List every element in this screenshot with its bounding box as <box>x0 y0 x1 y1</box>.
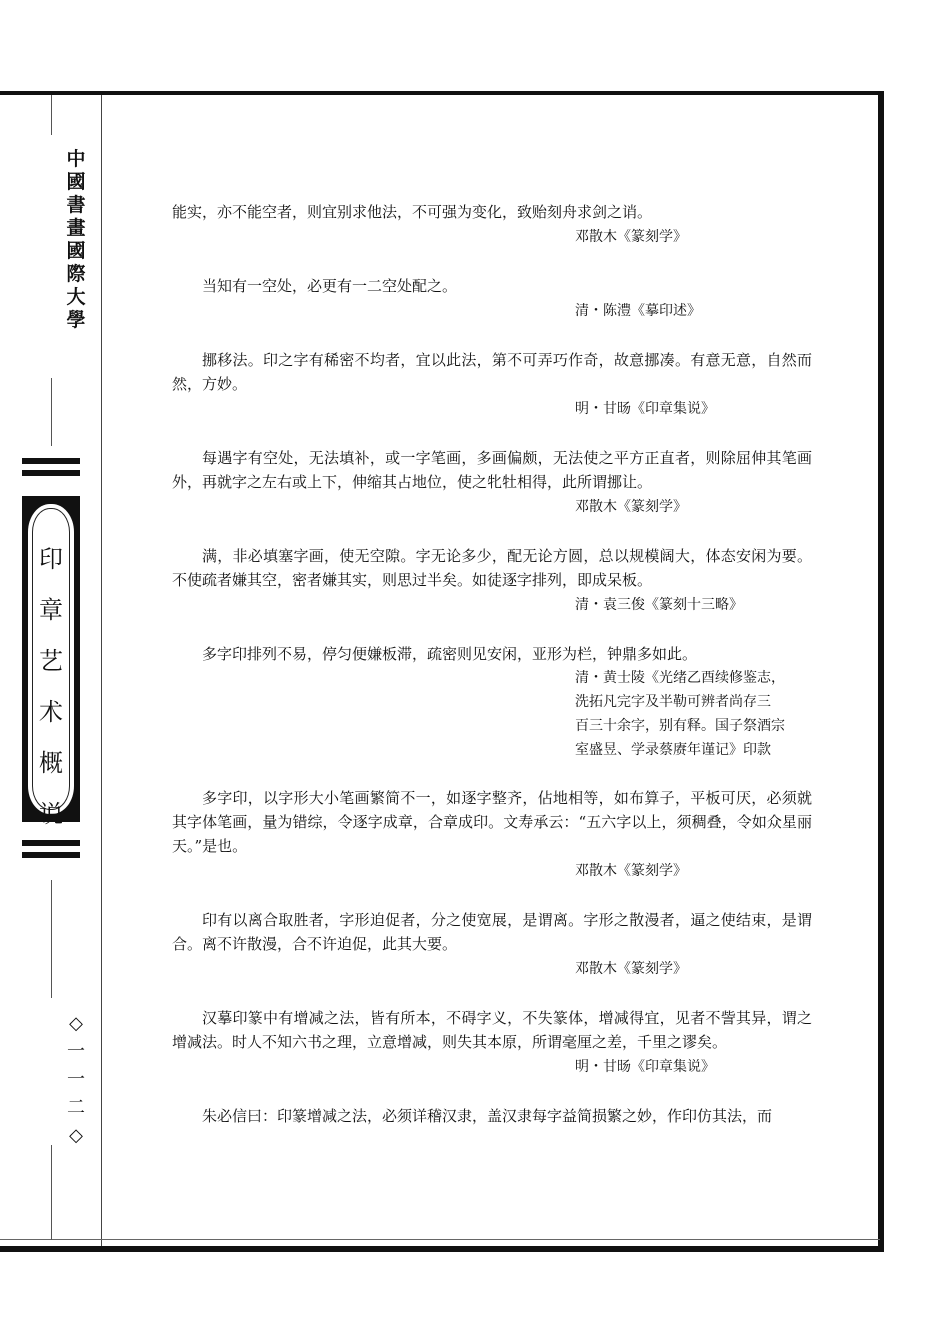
school-name-vertical: 中 國 書 畫 國 際 大 學 <box>66 148 86 331</box>
page-frame-right <box>878 91 884 1252</box>
page-frame-bottom <box>0 1246 884 1252</box>
source-citation-line: 百三十余字，别有释。国子祭酒宗 <box>575 718 785 734</box>
cartouche-bar-bottom <box>22 840 80 846</box>
side-rule <box>51 1145 52 1240</box>
paragraph: 满，非必填塞字画，使无空隙。字无论多少，配无论方圆，总以规模阔大，体态安闲为要。不使疏者嫌其空，密者嫌其实，则思过半矣。如徒逐字排列，即成呆板。 <box>172 547 812 589</box>
source-citation: 明・甘旸《印章集说》 <box>575 1059 715 1075</box>
side-rule <box>51 880 52 998</box>
cartouche-bar-bottom <box>22 852 80 858</box>
source-citation: 清・袁三俊《篆刻十三略》 <box>575 597 743 613</box>
page-frame-inner-line <box>101 95 102 1246</box>
body-text <box>172 200 812 1128</box>
source-citation-line: 洗拓凡完字及半勒可辨者尚存三 <box>575 694 771 710</box>
cartouche-bar-top <box>22 458 80 464</box>
source-citation: 邓散木《篆刻学》 <box>575 863 687 879</box>
book-title-vertical: 印 章 艺 术 概 说 <box>39 545 63 828</box>
paragraph: 当知有一空处，必更有一二空处配之。 <box>202 277 458 295</box>
cartouche-bar-top <box>22 470 80 476</box>
page-number-vertical: ◇ 一 一 二 ◇ <box>67 1013 85 1146</box>
book-title-cartouche <box>22 496 80 828</box>
source-citation: 清・陈澧《摹印述》 <box>575 303 701 319</box>
source-citation: 明・甘旸《印章集说》 <box>575 401 715 417</box>
paragraph: 能实，亦不能空者，则宜别求他法，不可强为变化，致贻刻舟求剑之诮。 <box>172 203 653 221</box>
side-rule <box>51 95 52 135</box>
paragraph: 多字印排列不易，停匀便嫌板滞，疏密则见安闲，亚形为栏，钟鼎多如此。 <box>202 645 698 663</box>
source-citation: 邓散木《篆刻学》 <box>575 961 687 977</box>
source-citation-line: 清・黄士陵《光绪乙酉续修鉴志， <box>575 670 785 686</box>
side-rule <box>51 378 52 446</box>
paragraph: 多字印，以字形大小笔画繁简不一，如逐字整齐，佔地相等，如布算子，平板可厌，必须就其字体笔画，量为错综，令逐字成章，合章成印。文寿承云：“五六字以上，须稠叠，令如众星丽天。”是也。 <box>172 789 812 855</box>
paragraph: 印有以离合取胜者，字形迫促者，分之使宽展，是谓离。字形之散漫者，逼之使结束，是谓合。离不许散漫，合不许迫促，此其大要。 <box>172 911 812 953</box>
source-citation: 邓散木《篆刻学》 <box>575 229 687 245</box>
paragraph: 每遇字有空处，无法填补，或一字笔画，多画偏颇，无法使之平方正直者，则除屈伸其笔画外，再就字之左右或上下，伸缩其占地位，使之牝牡相得，此所谓挪让。 <box>172 449 812 491</box>
paragraph: 朱必信曰：印篆增减之法，必须详稽汉隶，盖汉隶每字益简损繁之妙，作印仿其法，而 <box>202 1107 773 1125</box>
paragraph: 汉摹印篆中有增减之法，皆有所本，不碍字义，不失篆体，增减得宜，见者不訾其异，谓之增减法。时人不知六书之理，立意增减，则失其本原，所谓毫厘之差，千里之谬矣。 <box>172 1009 812 1051</box>
cartouche-panel <box>28 504 74 828</box>
source-citation: 邓散木《篆刻学》 <box>575 499 687 515</box>
paragraph: 挪移法。印之字有稀密不均者，宜以此法，第不可弄巧作奇，故意挪凑。有意无意，自然而然，方妙。 <box>172 351 812 393</box>
source-citation-line: 室盛昱、学录蔡赓年谨记》印款 <box>575 742 771 758</box>
page-frame-inner-bottom-line <box>0 1239 880 1240</box>
page-frame-top <box>0 91 884 95</box>
